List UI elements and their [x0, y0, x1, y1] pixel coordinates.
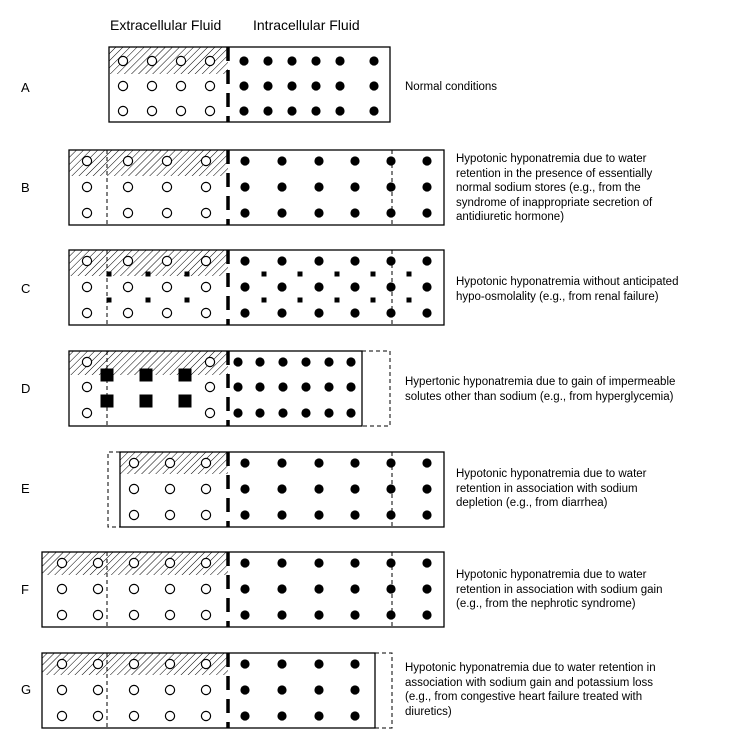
row-g-extracellular-solute — [129, 685, 138, 694]
row-a-intracellular-solute — [369, 81, 378, 90]
row-b-intracellular-solute — [240, 208, 249, 217]
row-d-extracellular-solute — [82, 382, 91, 391]
row-d-impermeable-solute — [101, 369, 114, 382]
row-b-extracellular-solute — [123, 208, 132, 217]
row-a-extracellular-solute — [118, 81, 127, 90]
row-c-intracellular-solute — [350, 282, 359, 291]
row-a-intracellular-solute — [239, 56, 248, 65]
row-d-intracellular-solute — [278, 408, 287, 417]
row-label-g: G — [21, 682, 32, 697]
row-g-extracellular-solute — [201, 685, 210, 694]
row-d-intracellular-solute — [233, 408, 242, 417]
row-g-extracellular-solute — [93, 711, 102, 720]
row-b-extracellular-solute — [82, 156, 91, 165]
row-label-a: A — [21, 80, 30, 95]
row-c-extracellular-solute — [82, 282, 91, 291]
row-c-retained-solute — [298, 272, 303, 277]
row-a-intracellular-solute — [239, 106, 248, 115]
row-d-intracellular-solute — [301, 408, 310, 417]
row-c-retained-solute — [335, 298, 340, 303]
row-g-extracellular-solute — [129, 711, 138, 720]
row-b-intracellular-solute — [350, 182, 359, 191]
row-c-intracellular-solute — [240, 308, 249, 317]
row-a-extracellular-solute — [147, 106, 156, 115]
row-f-extracellular-solute — [201, 584, 210, 593]
row-e-intracellular-solute — [277, 510, 286, 519]
row-d-intracellular-solute — [346, 408, 355, 417]
row-e-intracellular-solute — [240, 458, 249, 467]
row-b-intracellular-solute — [277, 182, 286, 191]
row-f-intracellular-solute — [240, 610, 249, 619]
row-c-extracellular-solute — [123, 282, 132, 291]
row-f-intracellular-solute — [350, 610, 359, 619]
row-b-extracellular-solute — [201, 182, 210, 191]
row-e-extracellular-solute — [165, 510, 174, 519]
row-c-retained-solute — [107, 298, 112, 303]
row-c-retained-solute — [146, 272, 151, 277]
row-description-c: Hypotonic hyponatremia without anticipated hypo-osmolality (e.g., from renal failure) — [456, 276, 679, 303]
row-d-impermeable-solute — [140, 395, 153, 408]
row-f-extracellular-solute — [57, 610, 66, 619]
row-b-intracellular-solute — [422, 156, 431, 165]
row-f-intracellular-solute — [350, 584, 359, 593]
row-a-intracellular-solute — [335, 81, 344, 90]
row-d-intracellular-solute — [278, 382, 287, 391]
row-d-extracellular-solute — [82, 357, 91, 366]
row-c-intracellular-solute — [350, 256, 359, 265]
row-a-extracellular-solute — [176, 56, 185, 65]
row-g-extracellular-solute — [165, 659, 174, 668]
row-b-intracellular-solute — [350, 156, 359, 165]
row-b-extracellular-solute — [82, 182, 91, 191]
row-f-intracellular-solute — [240, 584, 249, 593]
row-f-intracellular-solute — [386, 610, 395, 619]
row-g-intracellular-solute — [240, 659, 249, 668]
row-b-extracellular-solute — [201, 156, 210, 165]
row-d-extracellular-solute — [82, 408, 91, 417]
row-g-extracellular-solute — [57, 659, 66, 668]
row-g-intracellular-solute — [314, 659, 323, 668]
row-b-intracellular-solute — [350, 208, 359, 217]
row-d-intracellular-solute — [278, 357, 287, 366]
row-c-intracellular-solute — [277, 308, 286, 317]
row-g-extracellular-solute — [129, 659, 138, 668]
row-f-intracellular-solute — [422, 584, 431, 593]
row-f-intracellular-solute — [422, 610, 431, 619]
row-description-a: Normal conditions — [405, 81, 498, 93]
row-c-extracellular-solute — [123, 256, 132, 265]
row-c-extracellular-solute — [123, 308, 132, 317]
row-e-extracellular-solute — [165, 484, 174, 493]
row-e-intracellular-solute — [386, 458, 395, 467]
row-c-intracellular-solute — [386, 282, 395, 291]
row-description-d: Hypertonic hyponatremia due to gain of impermeable solutes other than sodium (e.g., from hyperglycemia) — [405, 376, 676, 403]
row-e-extracellular-solute — [201, 458, 210, 467]
row-c-extracellular-solute — [201, 308, 210, 317]
row-b-intracellular-solute — [386, 208, 395, 217]
row-g-intracellular-solute — [314, 711, 323, 720]
row-a-intracellular-solute — [287, 106, 296, 115]
row-e-intracellular-solute — [386, 484, 395, 493]
row-c-intracellular-solute — [422, 308, 431, 317]
row-g-extracellular-solute — [93, 685, 102, 694]
row-a-extracellular-solute — [205, 56, 214, 65]
row-f-extracellular-solute — [129, 558, 138, 567]
row-a-intracellular-solute — [311, 56, 320, 65]
row-f-intracellular-solute — [277, 584, 286, 593]
row-e-intracellular-solute — [350, 510, 359, 519]
row-g-dashed-extension — [375, 653, 392, 728]
row-b-extracellular-solute — [162, 208, 171, 217]
row-f-intracellular-solute — [314, 558, 323, 567]
row-c-extracellular-solute — [82, 308, 91, 317]
row-c-intracellular-solute — [277, 282, 286, 291]
row-f-extracellular-solute — [201, 558, 210, 567]
row-g-intracellular-solute — [350, 685, 359, 694]
row-e-dashed-shrink — [108, 452, 120, 527]
row-c-intracellular-solute — [422, 282, 431, 291]
row-f-extracellular-solute — [165, 558, 174, 567]
row-c-extracellular-solute — [162, 282, 171, 291]
row-g-intracellular-solute — [277, 685, 286, 694]
row-f-extracellular-solute — [57, 584, 66, 593]
row-a-intracellular-solute — [263, 106, 272, 115]
row-e-intracellular-solute — [422, 484, 431, 493]
row-e-extracellular-solute — [129, 458, 138, 467]
row-f-intracellular-solute — [314, 610, 323, 619]
row-g-extracellular-solute — [165, 711, 174, 720]
row-c-intracellular-solute — [386, 256, 395, 265]
row-a-intracellular-solute — [263, 81, 272, 90]
row-f-intracellular-solute — [314, 584, 323, 593]
row-f-intracellular-solute — [277, 610, 286, 619]
row-e-intracellular-solute — [240, 484, 249, 493]
row-c-intracellular-solute — [240, 256, 249, 265]
row-d-intracellular-solute — [324, 408, 333, 417]
row-c-retained-solute — [371, 298, 376, 303]
row-b-extracellular-solute — [162, 182, 171, 191]
row-a-intracellular-solute — [287, 81, 296, 90]
row-a-extracellular-solute — [147, 81, 156, 90]
row-e-extracellular-solute — [129, 510, 138, 519]
row-f-extracellular-solute — [57, 558, 66, 567]
row-e-extracellular-solute — [201, 484, 210, 493]
row-g-extracellular-solute — [57, 711, 66, 720]
row-c-extracellular-solute — [82, 256, 91, 265]
row-a-intracellular-solute — [369, 56, 378, 65]
row-c-retained-solute — [262, 298, 267, 303]
row-c-extracellular-solute — [162, 256, 171, 265]
row-d-impermeable-solute — [179, 395, 192, 408]
row-c-retained-solute — [107, 272, 112, 277]
row-f-intracellular-solute — [240, 558, 249, 567]
intracellular-fluid-header: Intracellular Fluid — [253, 17, 360, 33]
row-a-intracellular-solute — [311, 106, 320, 115]
row-c-retained-solute — [298, 298, 303, 303]
row-label-f: F — [21, 582, 29, 597]
row-c-extracellular-solute — [162, 308, 171, 317]
row-a-intracellular-solute — [369, 106, 378, 115]
row-g-extracellular-solute — [57, 685, 66, 694]
row-f-extracellular-solute — [93, 558, 102, 567]
row-b-intracellular-solute — [277, 208, 286, 217]
row-g-intracellular-solute — [350, 711, 359, 720]
row-e-intracellular-solute — [277, 484, 286, 493]
row-f-intracellular-solute — [422, 558, 431, 567]
row-d-extracellular-solute — [205, 382, 214, 391]
extracellular-fluid-header: Extracellular Fluid — [110, 17, 222, 33]
row-c-retained-solute — [262, 272, 267, 277]
row-g-intracellular-solute — [240, 685, 249, 694]
row-e-intracellular-solute — [350, 484, 359, 493]
row-d-extracellular-solute — [205, 357, 214, 366]
row-e-intracellular-solute — [422, 458, 431, 467]
row-g-intracellular-solute — [277, 711, 286, 720]
row-b-intracellular-solute — [314, 156, 323, 165]
row-b-intracellular-solute — [386, 156, 395, 165]
row-d-intracellular-solute — [233, 382, 242, 391]
row-c-intracellular-solute — [240, 282, 249, 291]
row-d-intracellular-solute — [324, 357, 333, 366]
row-description-e: Hypotonic hyponatremia due to water retention in association with sodium depletion (e.g., from diarrhea) — [456, 468, 647, 509]
row-g-extracellular-solute — [165, 685, 174, 694]
row-d-intracellular-solute — [255, 408, 264, 417]
row-e-intracellular-solute — [314, 510, 323, 519]
row-g-extracellular-solute — [201, 711, 210, 720]
row-e-intracellular-solute — [386, 510, 395, 519]
row-a-intracellular-solute — [335, 106, 344, 115]
row-b-intracellular-solute — [277, 156, 286, 165]
row-label-e: E — [21, 481, 30, 496]
row-f-intracellular-solute — [277, 558, 286, 567]
row-c-retained-solute — [335, 272, 340, 277]
row-f-extracellular-solute — [93, 610, 102, 619]
row-b-intracellular-solute — [422, 208, 431, 217]
row-c-extracellular-solute — [201, 256, 210, 265]
row-c-intracellular-solute — [277, 256, 286, 265]
row-f-extracellular-solute — [93, 584, 102, 593]
row-c-intracellular-solute — [350, 308, 359, 317]
row-c-intracellular-solute — [314, 256, 323, 265]
row-d-extracellular-solute — [205, 408, 214, 417]
row-a-intracellular-solute — [287, 56, 296, 65]
row-c-intracellular-solute — [314, 282, 323, 291]
row-c-retained-solute — [185, 298, 190, 303]
row-e-intracellular-solute — [277, 458, 286, 467]
row-b-intracellular-solute — [240, 156, 249, 165]
row-g-intracellular-solute — [314, 685, 323, 694]
row-a-intracellular-solute — [263, 56, 272, 65]
row-label-d: D — [21, 381, 31, 396]
row-description-g: Hypotonic hyponatremia due to water retention in association with sodium gain and potassium loss (e.g., from congestive heart failure treated with diuretics) — [405, 662, 656, 718]
row-f-intracellular-solute — [386, 558, 395, 567]
row-b-extracellular-solute — [123, 182, 132, 191]
row-d-intracellular-solute — [346, 382, 355, 391]
row-e-intracellular-solute — [350, 458, 359, 467]
row-g-extracellular-solute — [93, 659, 102, 668]
row-e-extracellular-solute — [165, 458, 174, 467]
row-b-extracellular-solute — [123, 156, 132, 165]
row-b-extracellular-solute — [162, 156, 171, 165]
row-b-intracellular-solute — [314, 182, 323, 191]
row-d-intracellular-solute — [324, 382, 333, 391]
row-g-intracellular-solute — [350, 659, 359, 668]
row-f-extracellular-solute — [129, 610, 138, 619]
row-e-intracellular-solute — [314, 484, 323, 493]
row-b-intracellular-solute — [240, 182, 249, 191]
row-b-intracellular-solute — [422, 182, 431, 191]
row-c-retained-solute — [185, 272, 190, 277]
row-a-extracellular-solute — [118, 56, 127, 65]
row-description-b: Hypotonic hyponatremia due to water retention in the presence of essentially normal sodium stores (e.g., from the syndrome of inappropriate secretion of antidiuretic hormone) — [456, 153, 653, 223]
row-f-extracellular-solute — [165, 584, 174, 593]
row-c-intracellular-solute — [314, 308, 323, 317]
row-e-extracellular-solute — [201, 510, 210, 519]
row-f-extracellular-solute — [201, 610, 210, 619]
row-f-intracellular-solute — [386, 584, 395, 593]
row-d-impermeable-solute — [140, 369, 153, 382]
row-b-intracellular-solute — [314, 208, 323, 217]
row-c-retained-solute — [371, 272, 376, 277]
row-g-intracellular-solute — [277, 659, 286, 668]
row-a-extracellular-solute — [205, 106, 214, 115]
row-f-extracellular-solute — [129, 584, 138, 593]
row-g-intracellular-solute — [240, 711, 249, 720]
row-g-extracellular-solute — [201, 659, 210, 668]
row-label-c: C — [21, 281, 31, 296]
row-a-extracellular-solute — [118, 106, 127, 115]
row-c-retained-solute — [407, 272, 412, 277]
row-a-intracellular-solute — [239, 81, 248, 90]
row-e-intracellular-solute — [314, 458, 323, 467]
row-a-intracellular-solute — [311, 81, 320, 90]
row-b-extracellular-solute — [82, 208, 91, 217]
row-a-intracellular-solute — [335, 56, 344, 65]
row-b-intracellular-solute — [386, 182, 395, 191]
row-c-retained-solute — [407, 298, 412, 303]
row-a-extracellular-solute — [147, 56, 156, 65]
row-d-impermeable-solute — [101, 395, 114, 408]
row-d-intracellular-solute — [255, 357, 264, 366]
row-c-retained-solute — [146, 298, 151, 303]
row-label-b: B — [21, 180, 30, 195]
row-d-dashed-extension — [362, 351, 390, 426]
row-a-extracellular-solute — [176, 106, 185, 115]
row-c-intracellular-solute — [422, 256, 431, 265]
row-d-intracellular-solute — [346, 357, 355, 366]
row-description-f: Hypotonic hyponatremia due to water retention in association with sodium gain (e.g., from the nephrotic syndrome) — [456, 569, 663, 610]
row-e-intracellular-solute — [422, 510, 431, 519]
row-a-extracellular-solute — [205, 81, 214, 90]
row-d-impermeable-solute — [179, 369, 192, 382]
row-a-extracellular-solute — [176, 81, 185, 90]
row-f-intracellular-solute — [350, 558, 359, 567]
row-f-extracellular-solute — [165, 610, 174, 619]
row-b-extracellular-solute — [201, 208, 210, 217]
row-d-intracellular-solute — [233, 357, 242, 366]
row-c-extracellular-solute — [201, 282, 210, 291]
row-e-extracellular-solute — [129, 484, 138, 493]
row-d-intracellular-solute — [301, 382, 310, 391]
row-d-intracellular-solute — [301, 357, 310, 366]
row-c-intracellular-solute — [386, 308, 395, 317]
row-e-intracellular-solute — [240, 510, 249, 519]
row-d-intracellular-solute — [255, 382, 264, 391]
